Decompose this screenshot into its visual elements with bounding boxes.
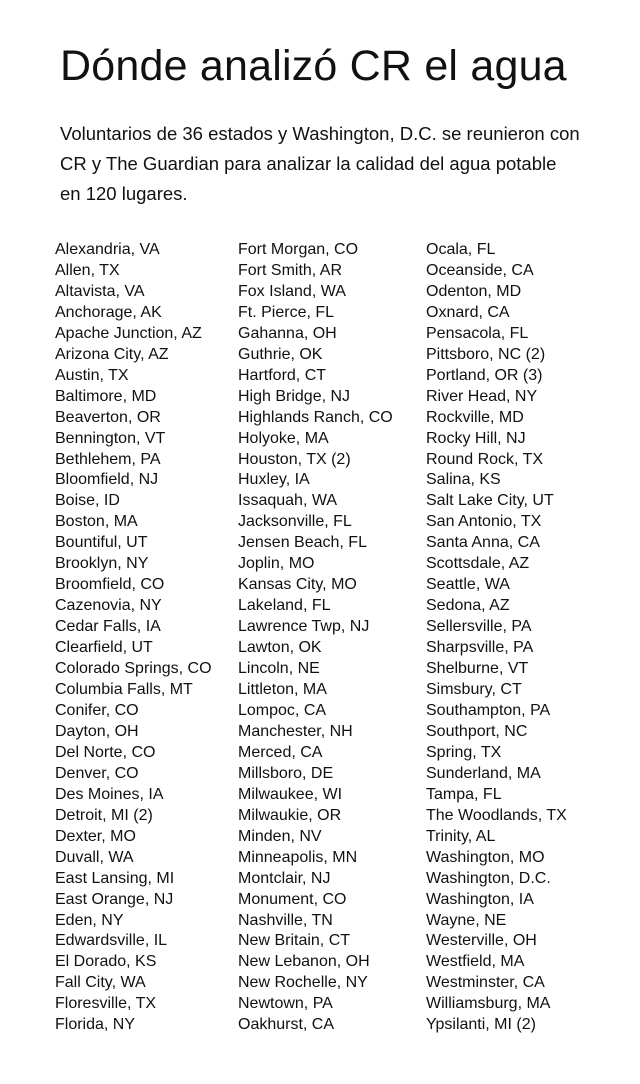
location-item: Cazenovia, NY	[55, 597, 162, 615]
location-item: Ocala, FL	[426, 241, 496, 258]
location-item: Lincoln, NE	[238, 660, 320, 678]
location-item: Gahanna, OH	[238, 324, 337, 342]
location-item: Altavista, VA	[55, 282, 145, 300]
location-item: Washington, D.C.	[426, 869, 551, 887]
location-item: New Britain, CT	[238, 932, 351, 950]
location-item: Pensacola, FL	[426, 324, 529, 342]
location-item: Odenton, MD	[426, 282, 522, 300]
location-item: Columbia Falls, MT	[55, 681, 193, 699]
location-item: New Lebanon, OH	[238, 953, 370, 971]
location-item: Bethlehem, PA	[55, 450, 161, 468]
location-item: Alexandria, VA	[55, 241, 160, 258]
location-item: Edwardsville, IL	[55, 932, 168, 950]
location-item: The Woodlands, TX	[426, 806, 567, 824]
page-title: Dónde analizó CR el agua	[60, 42, 567, 90]
location-item: Jacksonville, FL	[238, 513, 352, 531]
location-item: Southport, NC	[426, 722, 528, 740]
location-item: Conifer, CO	[55, 701, 139, 719]
location-item: East Lansing, MI	[55, 869, 175, 887]
location-item: Clearfield, UT	[55, 639, 153, 657]
locations-column-3	[426, 240, 567, 1036]
location-item: Spring, TX	[426, 743, 502, 761]
location-item: Hartford, CT	[238, 366, 327, 384]
location-item: El Dorado, KS	[55, 953, 157, 971]
location-item: Tampa, FL	[426, 785, 502, 803]
location-item: Joplin, MO	[238, 555, 315, 573]
location-item: Trinity, AL	[426, 827, 496, 845]
location-item: Westminster, CA	[426, 974, 545, 992]
location-item: Oakhurst, CA	[238, 1016, 335, 1034]
location-item: Milwaukie, OR	[238, 806, 342, 824]
location-item: Huxley, IA	[238, 471, 310, 489]
location-item: Austin, TX	[55, 366, 129, 384]
location-item: Lawton, OK	[238, 639, 322, 657]
location-item: Rocky Hill, NJ	[426, 429, 526, 447]
location-item: Allen, TX	[55, 261, 120, 279]
location-item: Bountiful, UT	[55, 534, 148, 552]
location-item: Boise, ID	[55, 492, 120, 510]
location-item: Simsbury, CT	[426, 681, 522, 699]
location-item: Detroit, MI (2)	[55, 806, 153, 824]
location-item: Floresville, TX	[55, 995, 157, 1013]
locations-column-1	[55, 240, 212, 1036]
location-item: Salt Lake City, UT	[426, 492, 554, 510]
location-item: Jensen Beach, FL	[238, 534, 367, 552]
location-item: Milwaukee, WI	[238, 785, 343, 803]
location-item: Merced, CA	[238, 743, 323, 761]
location-item: Newtown, PA	[238, 995, 333, 1013]
location-item: Montclair, NJ	[238, 869, 331, 887]
location-item: Duvall, WA	[55, 848, 134, 866]
locations-column-2	[238, 240, 393, 1036]
location-item: Nashville, TN	[238, 911, 333, 929]
location-item: Kansas City, MO	[238, 576, 357, 594]
location-item: Lakeland, FL	[238, 597, 331, 615]
location-item: Colorado Springs, CO	[55, 660, 212, 678]
location-item: Oxnard, CA	[426, 303, 510, 321]
location-item: Southampton, PA	[426, 701, 551, 719]
location-item: Oceanside, CA	[426, 261, 534, 279]
location-item: Ypsilanti, MI (2)	[426, 1016, 536, 1034]
location-item: Lawrence Twp, NJ	[238, 618, 370, 636]
location-item: Washington, IA	[426, 890, 534, 908]
location-item: River Head, NY	[426, 387, 538, 405]
location-item: Round Rock, TX	[426, 450, 544, 468]
location-item: Shelburne, VT	[426, 660, 529, 678]
location-item: High Bridge, NJ	[238, 387, 351, 405]
location-item: Minneapolis, MN	[238, 848, 358, 866]
location-item: Bennington, VT	[55, 429, 166, 447]
location-item: Holyoke, MA	[238, 429, 329, 447]
location-item: Sharpsville, PA	[426, 639, 534, 657]
location-item: Dexter, MO	[55, 827, 136, 845]
location-item: Monument, CO	[238, 890, 347, 908]
location-item: Eden, NY	[55, 911, 124, 929]
location-item: Westerville, OH	[426, 932, 537, 950]
location-item: Des Moines, IA	[55, 785, 164, 803]
location-item: Sunderland, MA	[426, 764, 541, 782]
location-item: Manchester, NH	[238, 722, 353, 740]
location-item: Sellersville, PA	[426, 618, 532, 636]
location-item: Denver, CO	[55, 764, 139, 782]
location-item: Del Norte, CO	[55, 743, 156, 761]
location-item: San Antonio, TX	[426, 513, 542, 531]
location-item: Fort Smith, AR	[238, 261, 343, 279]
location-item: Houston, TX (2)	[238, 450, 351, 468]
intro-paragraph: Voluntarios de 36 estados y Washington, D.C. se reunieron con CR y The Guardian para analizar la calidad del agua potable en 120 lugares.	[60, 123, 580, 204]
location-item: Beaverton, OR	[55, 408, 161, 426]
location-item: Anchorage, AK	[55, 303, 162, 321]
location-item: Portland, OR (3)	[426, 366, 543, 384]
location-item: Lompoc, CA	[238, 701, 327, 719]
location-item: Rockville, MD	[426, 408, 524, 426]
location-item: Apache Junction, AZ	[55, 324, 202, 342]
location-item: East Orange, NJ	[55, 890, 174, 908]
location-item: Fort Morgan, CO	[238, 241, 359, 258]
location-item: Williamsburg, MA	[426, 995, 551, 1013]
location-item: Brooklyn, NY	[55, 555, 149, 573]
location-item: Guthrie, OK	[238, 345, 323, 363]
location-item: Dayton, OH	[55, 722, 139, 740]
location-item: New Rochelle, NY	[238, 974, 368, 992]
location-item: Issaquah, WA	[238, 492, 338, 510]
location-item: Bloomfield, NJ	[55, 471, 159, 489]
location-item: Sedona, AZ	[426, 597, 510, 615]
location-item: Millsboro, DE	[238, 764, 334, 782]
location-item: Scottsdale, AZ	[426, 555, 530, 573]
location-item: Ft. Pierce, FL	[238, 303, 335, 321]
location-item: Santa Anna, CA	[426, 534, 540, 552]
location-item: Minden, NV	[238, 827, 322, 845]
location-item: Baltimore, MD	[55, 387, 157, 405]
location-item: Salina, KS	[426, 471, 501, 489]
location-item: Fox Island, WA	[238, 282, 346, 300]
location-item: Boston, MA	[55, 513, 138, 531]
location-item: Seattle, WA	[426, 576, 510, 594]
location-item: Pittsboro, NC (2)	[426, 345, 546, 363]
location-item: Arizona City, AZ	[55, 345, 169, 363]
location-item: Littleton, MA	[238, 681, 327, 699]
location-item: Washington, MO	[426, 848, 545, 866]
location-item: Cedar Falls, IA	[55, 618, 161, 636]
location-item: Florida, NY	[55, 1016, 136, 1034]
location-item: Broomfield, CO	[55, 576, 165, 594]
location-item: Wayne, NE	[426, 911, 507, 929]
location-item: Highlands Ranch, CO	[238, 408, 393, 426]
location-item: Westfield, MA	[426, 953, 525, 971]
location-item: Fall City, WA	[55, 974, 146, 992]
